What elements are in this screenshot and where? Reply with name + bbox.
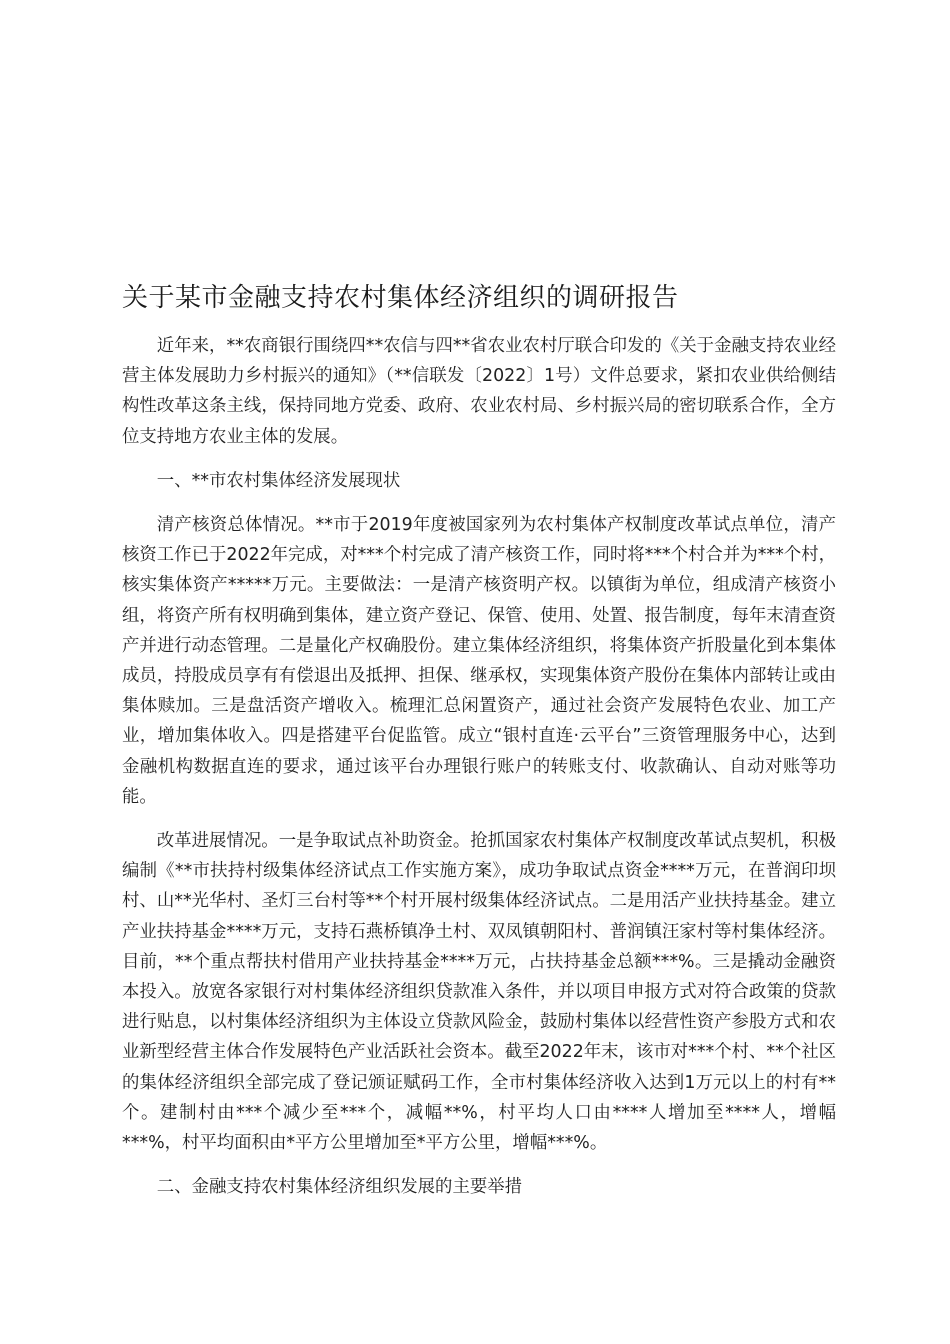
section-1-paragraph-1: 清产核资总体情况。**市于2019年度被国家列为农村集体产权制度改革试点单位，清产核资工作已于2022年完成，对***个村完成了清产核资工作，同时将***个村合并为***个村，核实集体资产*****万元。主要做法：一是清产核资明产权。以镇街为单位，组成清产核资小组，将资产所有权明确到集体，建立资产登记、保管、使用、处置、报告制度，每年末清查资产并进行动态管理。二是量化产权确股份。建立集体经济组织，将集体资产折股量化到本集体成员，持股成员享有有偿退出及抵押、担保、继承权，实现集体资产股份在集体内部转让或由集体赎加。三是盘活资产增收入。梳理汇总闲置资产，通过社会资产发展特色农业、加工产业，增加集体收入。四是搭建平台促监管。成立“银村直连·云平台”三资管理服务中心，达到金融机构数据直连的要求，通过该平台办理银行账户的转账支付、收款确认、自动对账等功能。 [122, 515, 836, 807]
document-body [122, 331, 836, 1216]
intro-paragraph: 近年来，**农商银行围绕四**农信与四**省农业农村厅联合印发的《关于金融支持农业经营主体发展助力乡村振兴的通知》（**信联发〔2022〕1号）文件总要求，紧扣农业供给侧结构性改革这条主线，保持同地方党委、政府、农业农村局、乡村振兴局的密切联系合作，全方位支持地方农业主体的发展。 [122, 336, 836, 447]
document-title: 关于某市金融支持农村集体经济组织的调研报告 [122, 283, 679, 313]
section-1-heading: 一、**市农村集体经济发展现状 [156, 470, 401, 491]
section-1-paragraph-2: 改革进展情况。一是争取试点补助资金。抢抓国家农村集体产权制度改革试点契机，积极编制《**市扶持村级集体经济试点工作实施方案》，成功争取试点资金****万元，在普润印坝村、山**光华村、圣灯三台村等**个村开展村级集体经济试点。二是用活产业扶持基金。建立产业扶持基金****万元，支持石燕桥镇净土村、双凤镇朝阳村、普润镇汪家村等村集体经济。目前，**个重点帮扶村借用产业扶持基金****万元，占扶持基金总额***%。三是撬动金融资本投入。放宽各家银行对村集体经济组织贷款准入条件，并以项目申报方式对符合政策的贷款进行贴息，以村集体经济组织为主体设立贷款风险金，鼓励村集体以经营性资产参股方式和农业新型经营主体合作发展特色产业活跃社会资本。截至2022年末，该市对***个村、**个社区的集体经济组织全部完成了登记颁证赋码工作，全市村集体经济收入达到1万元以上的村有**个。建制村由***个减少至***个，减幅**%，村平均人口由****人增加至****人，增幅***%，村平均面积由*平方公里增加至*平方公里，增幅***%。 [122, 831, 836, 1154]
section-2-heading: 二、金融支持农村集体经济组织发展的主要举措 [156, 1177, 523, 1198]
